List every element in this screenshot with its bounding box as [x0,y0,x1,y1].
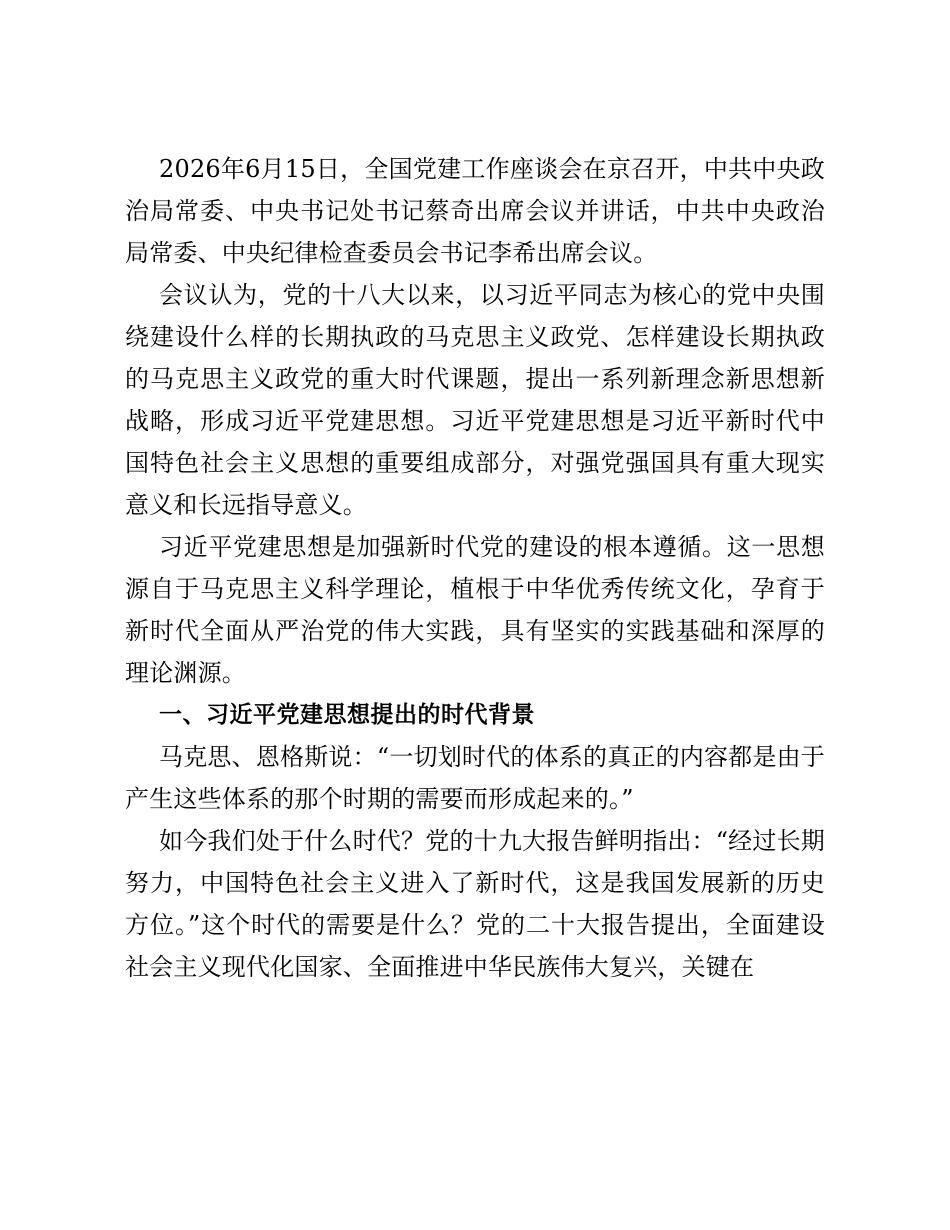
section-paragraph-2: 如今我们处于什么时代？党的十九大报告鲜明指出：“经过长期努力，中国特色社会主义进入了新时代，这是我国发展新的历史方位。”这个时代的需要是什么？党的二十大报告提出，全面建设社会主义现代化国家、全面推进中华民族伟大复兴，关键在 [125,827,825,981]
section-paragraph-1: 马克思、恩格斯说：“一切划时代的体系的真正的内容都是由于产生这些体系的那个时期的需要而形成起来的。” [125,743,825,813]
body-paragraph-2: 会议认为，党的十八大以来，以习近平同志为核心的党中央围绕建设什么样的长期执政的马克思主义政党、怎样建设长期执政的马克思主义政党的重大时代课题，提出一系列新理念新思想新战略，形成习近平党建思想。习近平党建思想是习近平新时代中国特色社会主义思想的重要组成部分，对强党强国具有重大现实意义和长远指导意义。 [125,281,825,519]
section-heading: 一、习近平党建思想提出的时代背景 [159,702,535,728]
body-paragraph-3: 习近平党建思想是加强新时代党的建设的根本遵循。这一思想源自于马克思主义科学理论，植根于中华优秀传统文化，孕育于新时代全面从严治党的伟大实践，具有坚实的实践基础和深厚的理论渊源。 [125,533,825,687]
body-paragraph-1: 2026年6月15日，全国党建工作座谈会在京召开，中共中央政治局常委、中央书记处书记蔡奇出席会议并讲话，中共中央政治局常委、中央纪律检查委员会书记李希出席会议。 [125,155,825,267]
document-body [125,148,825,988]
